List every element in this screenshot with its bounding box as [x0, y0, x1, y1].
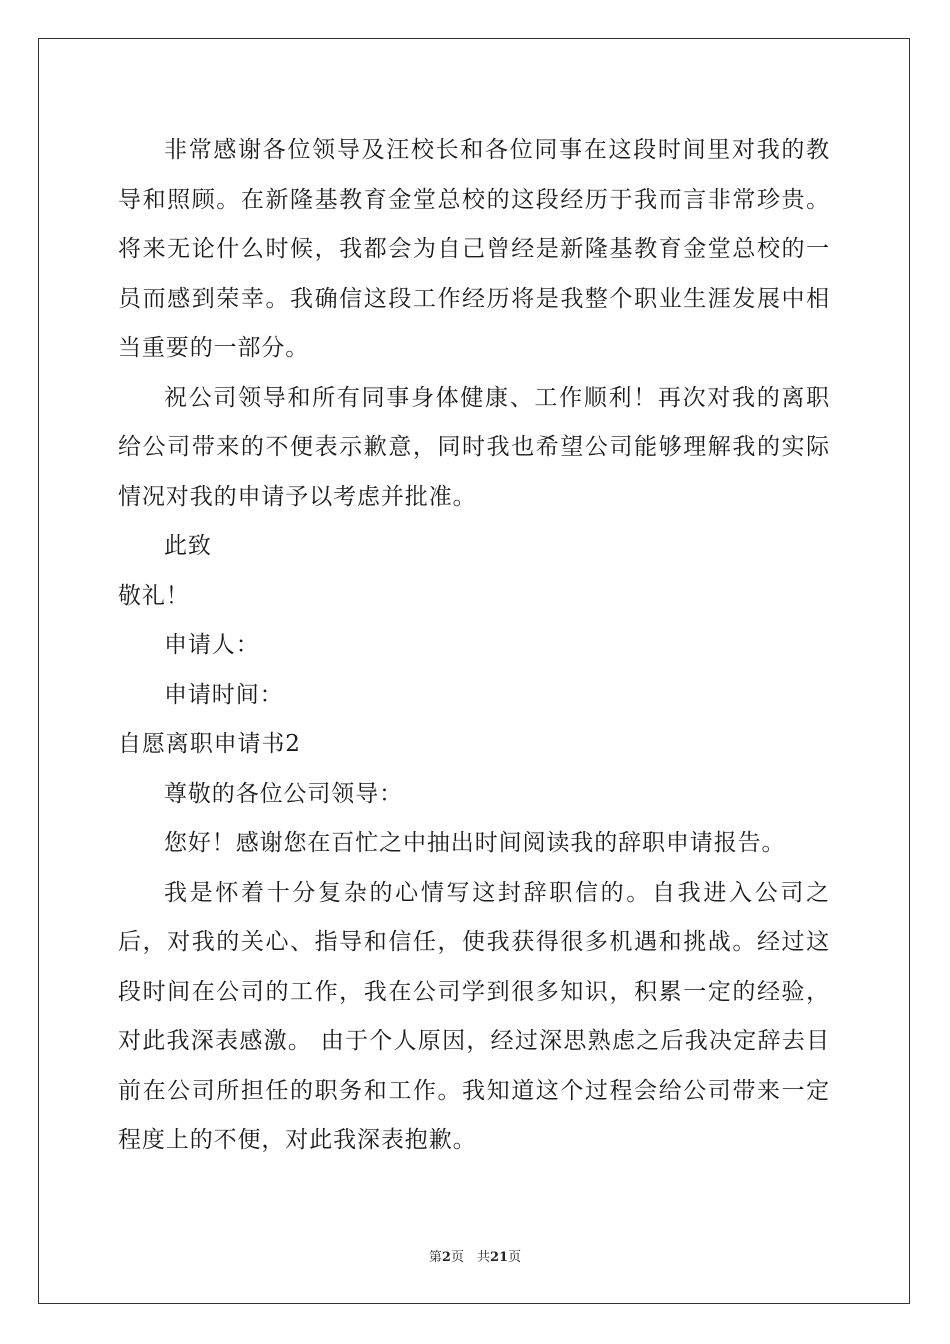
page-footer — [0, 1246, 950, 1265]
footer-middle: 页 共 — [450, 1250, 490, 1265]
current-page-number: 2 — [441, 1250, 451, 1265]
footer-prefix: 第 — [428, 1250, 442, 1265]
application-date-line: 申请时间： — [164, 681, 284, 708]
closing-salutation: 此致 — [164, 533, 212, 559]
paragraph: 我是怀着十分复杂的心情写这封辞职信的。自我进入公司之后，对我的关心、指导和信任，使我获得很多机遇和挑战。经过这段时间在公司的工作，我在公司学到很多知识，积累一定的经验，对此我深表感激。 由于个人原因，经过深思熟虑之后我决定辞去目前在公司所担任的职务和工作。我知道这个过程会给公司带来一定程度上的不便，对此我深表抱歉。 — [118, 879, 830, 1153]
paragraph: 非常感谢各位领导及汪校长和各位同事在这段时间里对我的教导和照顾。在新隆基教育金堂总校的这段经历于我而言非常珍贵。将来无论什么时候，我都会为自己曾经是新隆基教育金堂总校的一员而感到荣幸。我确信这段工作经历将是我整个职业生涯发展中相当重要的一部分。 — [118, 137, 830, 361]
document-body — [118, 126, 830, 1166]
footer-suffix: 页 — [508, 1250, 522, 1265]
closing-respect: 敬礼！ — [118, 582, 190, 609]
section-title: 自愿离职申请书2 — [118, 731, 301, 757]
paragraph: 您好！感谢您在百忙之中抽出时间阅读我的辞职申请报告。 — [164, 830, 786, 856]
paragraph: 祝公司领导和所有同事身体健康、工作顺利！再次对我的离职给公司带来的不便表示歉意，同时我也希望公司能够理解我的实际情况对我的申请予以考虑并批准。 — [118, 384, 830, 510]
applicant-line: 申请人： — [164, 632, 260, 658]
greeting: 尊敬的各位公司领导： — [164, 780, 403, 807]
total-pages-number: 21 — [489, 1250, 509, 1265]
